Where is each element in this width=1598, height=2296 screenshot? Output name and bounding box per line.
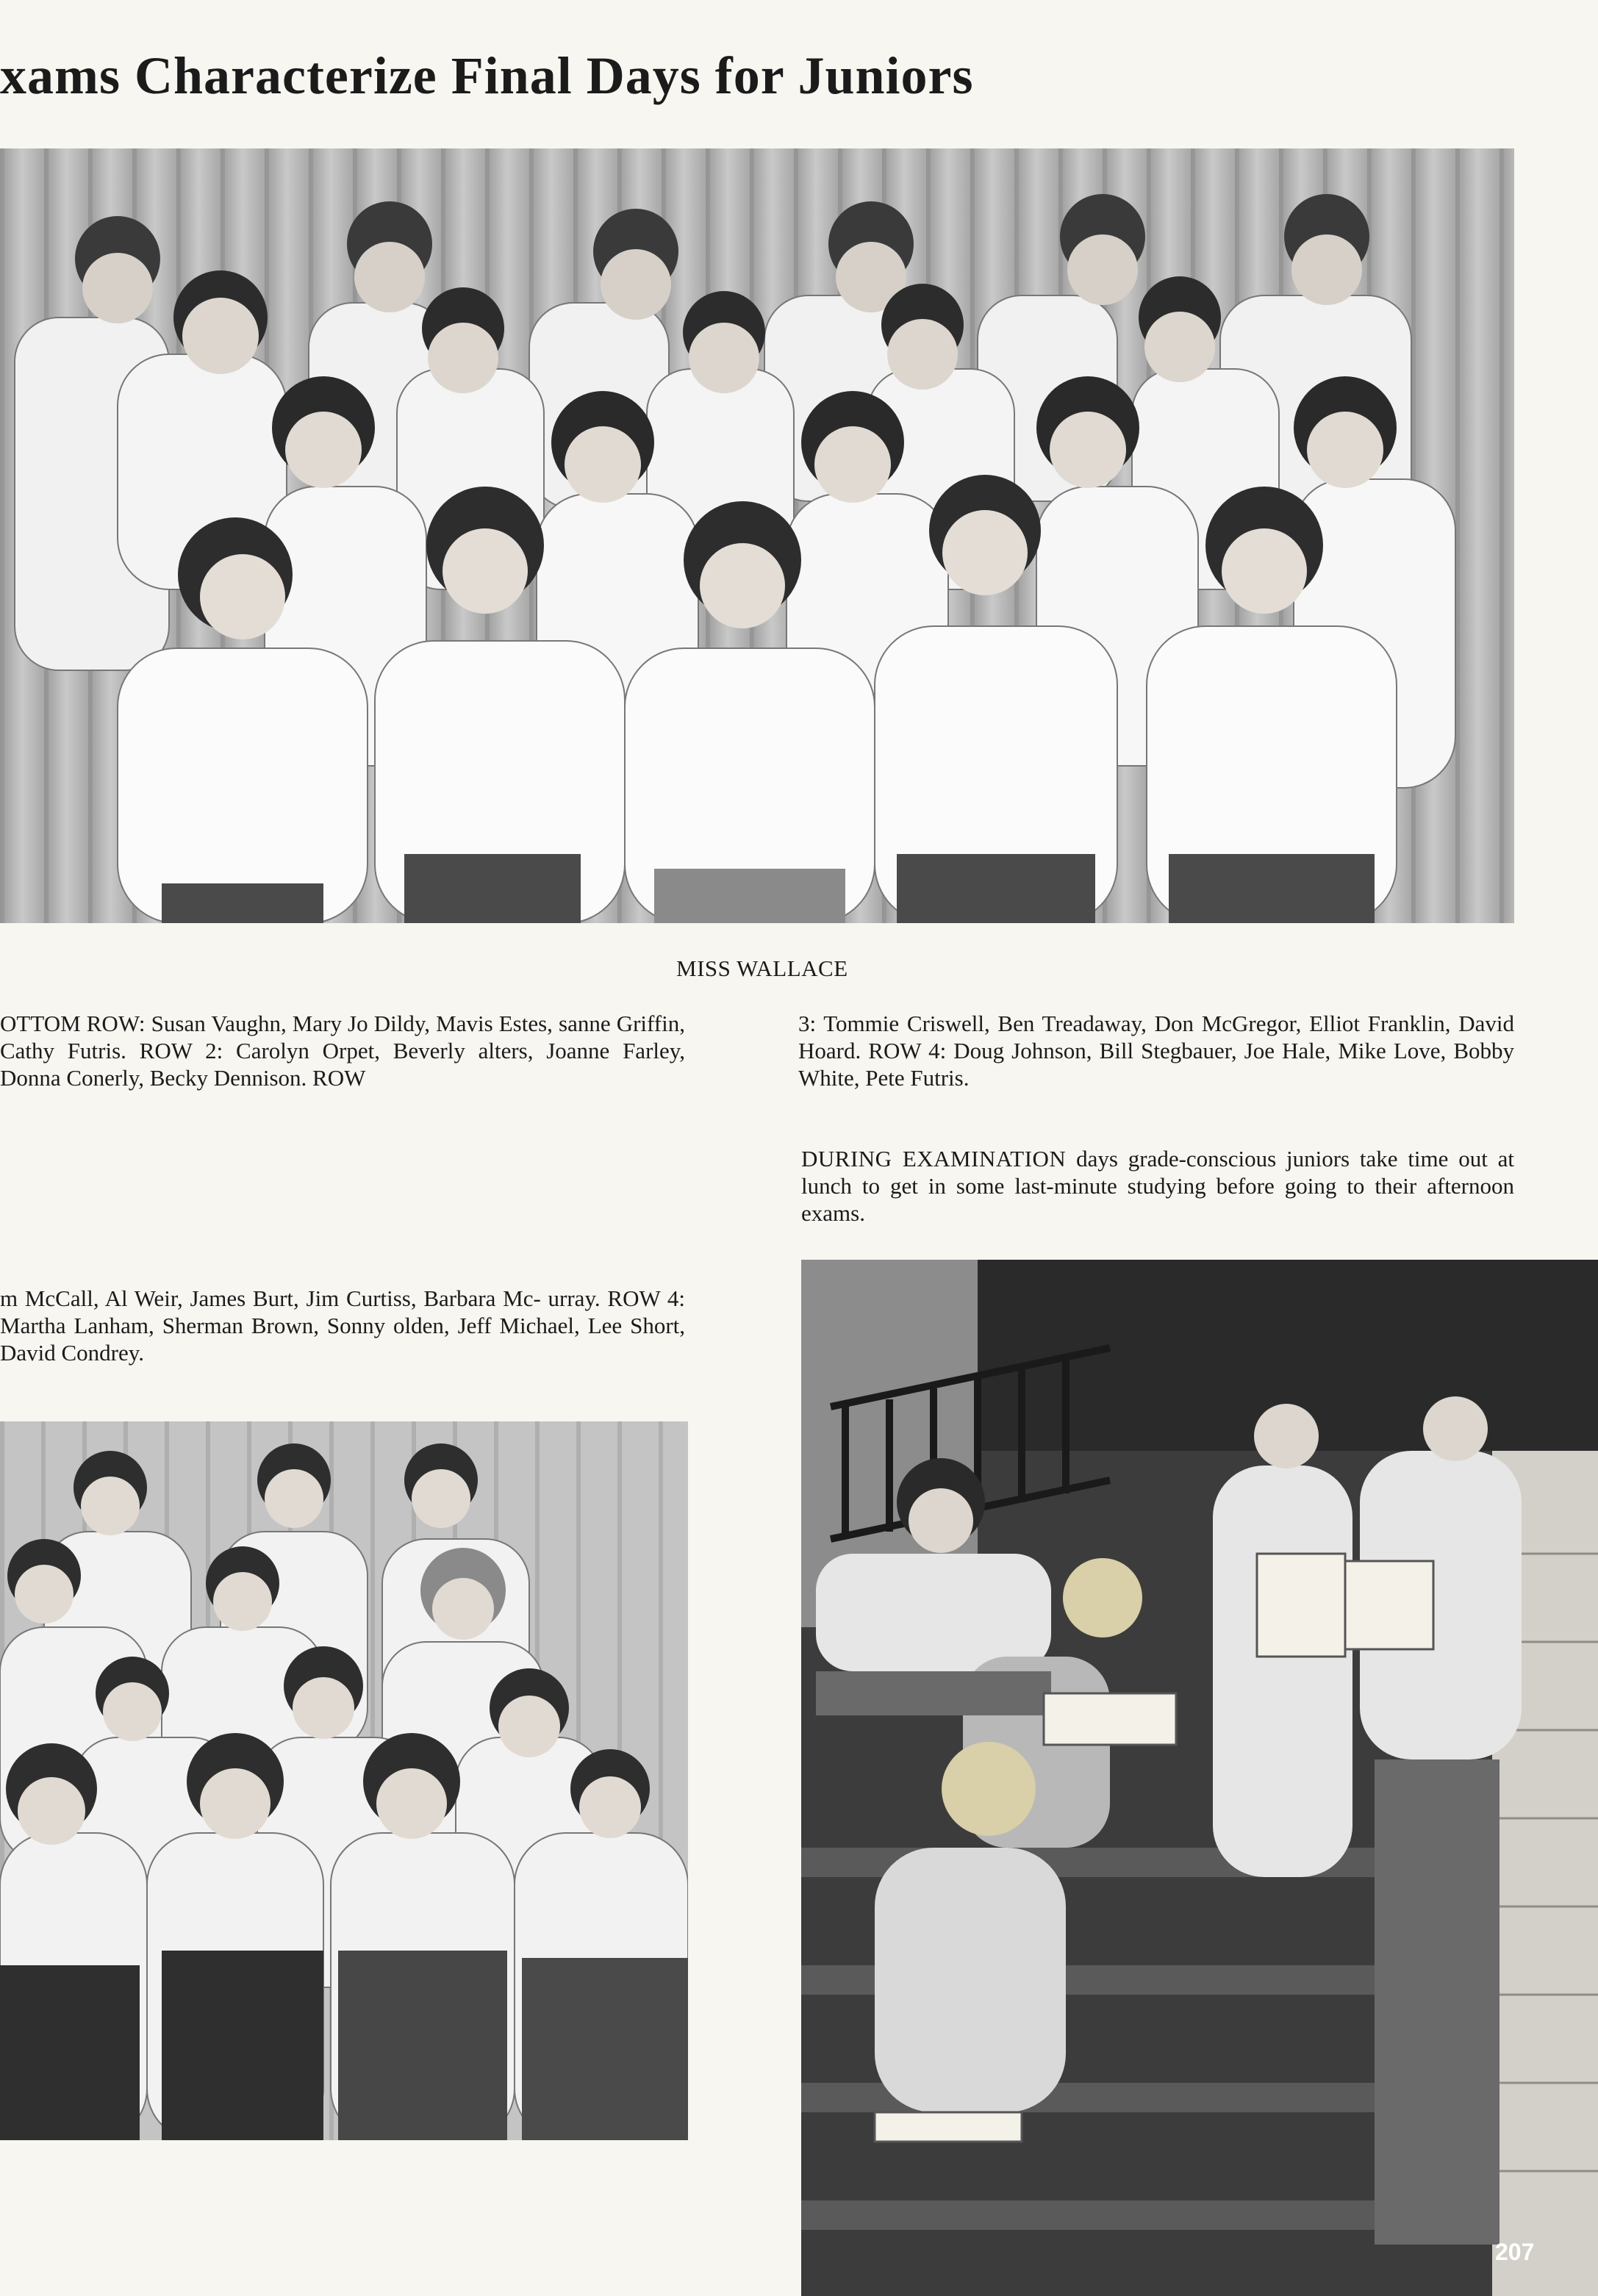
candid-study-photo-image — [801, 1260, 1598, 2296]
page-headline: xams Characterize Final Days for Juniors — [0, 46, 974, 105]
exam-caption-body: days grade-conscious juniors take time out at lunch to get in some last-minute studying before going to their afternoon exams. — [801, 1146, 1514, 1226]
page-number: 207 — [1495, 2239, 1535, 2265]
group-photo-left-image — [0, 1421, 688, 2140]
group-photo-left — [0, 1421, 688, 2140]
teacher-caption: MISS WALLACE — [676, 955, 848, 981]
caption-left-rows-2: m McCall, Al Weir, James Burt, Jim Curtiss, Barbara Mc- urray. ROW 4: Martha Lanham, Sherman Brown, Sonny olden, Jeff Michael, Lee Short, David Condrey. — [0, 1285, 685, 1366]
exam-caption-lead: DURING EXAMINATION — [801, 1146, 1067, 1172]
caption-left-rows: OTTOM ROW: Susan Vaughn, Mary Jo Dildy, Mavis Estes, sanne Griffin, Cathy Futris. ROW 2: Carolyn Orpet, Beverly alters, Joanne Farley, Donna Conerly, Becky Dennison. ROW — [0, 1011, 685, 1091]
exam-caption — [801, 1145, 1514, 1227]
candid-study-photo — [801, 1260, 1598, 2296]
group-photo-top — [0, 148, 1514, 923]
caption-right-rows: 3: Tommie Criswell, Ben Treadaway, Don McGregor, Elliot Franklin, David Hoard. ROW 4: Doug Johnson, Bill Stegbauer, Joe Hale, Mike Love, Bobby White, Pete Futris. — [798, 1011, 1514, 1091]
group-photo-top-image — [0, 148, 1514, 923]
